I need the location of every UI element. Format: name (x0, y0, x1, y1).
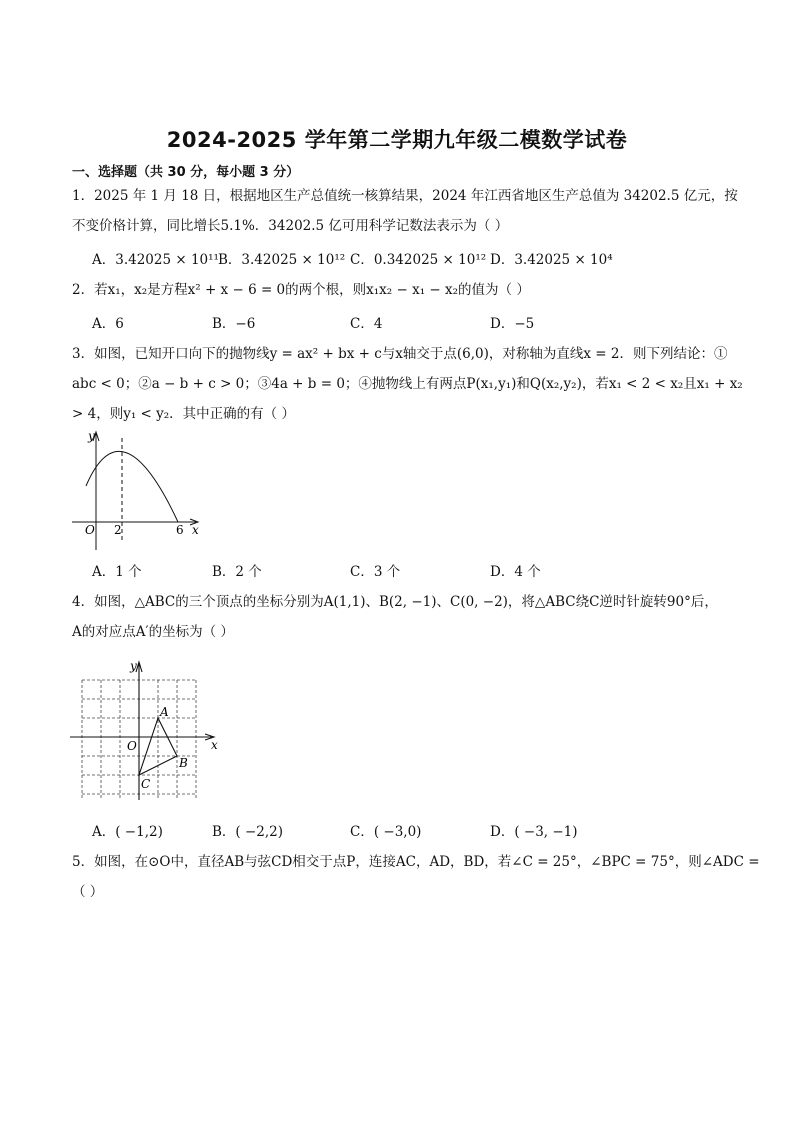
q2-text: 2．若x₁，x₂是方程x² + x − 6 = 0的两个根，则x₁x₂ − x₁ − x₂的值为（ ） (72, 282, 530, 298)
q4-vertex-a: A (160, 705, 169, 719)
q4-text-line1: 4．如图，△ABC的三个顶点的坐标分别为A(1,1)、B(2, −1)、C(0, −2)，将△ABC绕C逆时针旋转90°后， (72, 594, 718, 610)
q4-y-label: y (130, 659, 137, 673)
q5-text-line1: 5．如图，在⊙O中，直径AB与弦CD相交于点P，连接AC，AD，BD，若∠C = 25°，∠BPC = 75°，则∠ADC = (72, 854, 760, 870)
q4-option-c[interactable]: C．( −3,0) (350, 824, 422, 840)
q3-tick-6: 6 (176, 523, 184, 537)
q4-x-label: x (211, 738, 218, 752)
q4-origin-label: O (127, 739, 137, 753)
q3-parabola-figure (70, 428, 210, 556)
q3-x-label: x (192, 523, 199, 537)
q2-option-c[interactable]: C．4 (350, 316, 383, 332)
q1-text-line1: 1．2025 年 1 月 18 日，根据地区生产总值统一核算结果，2024 年江西省地区生产总值为 34202.5 亿元，按 (72, 188, 738, 204)
q4-option-b[interactable]: B．( −2,2) (212, 824, 284, 840)
q1-option-d[interactable]: D．3.42025 × 10⁴ (490, 252, 613, 268)
q2-option-d[interactable]: D．−5 (490, 316, 535, 332)
q3-tick-2: 2 (114, 523, 122, 537)
q1-option-c[interactable]: C．0.342025 × 10¹² (350, 252, 487, 268)
section-heading: 一、选择题（共 30 分，每小题 3 分） (72, 165, 300, 180)
q3-parabola-curve (86, 451, 178, 522)
q4-vertex-c: C (141, 777, 151, 791)
q4-vertex-b: B (179, 756, 188, 770)
q3-y-label: y (88, 429, 95, 443)
q3-text-line3: > 4，则y₁ < y₂．其中正确的有（ ） (72, 406, 295, 422)
q4-text-line2: A的对应点A′的坐标为（ ） (72, 624, 234, 640)
q3-option-c[interactable]: C．3 个 (350, 564, 401, 580)
q3-option-d[interactable]: D．4 个 (490, 564, 541, 580)
exam-title: 2024-2025 学年第二学期九年级二模数学试卷 (166, 128, 628, 152)
q1-text-line2: 不变价格计算，同比增长5.1%．34202.5 亿可用科学记数法表示为（ ） (72, 218, 509, 234)
q4-option-d[interactable]: D．( −3, −1) (490, 824, 578, 840)
q1-option-b[interactable]: B．3.42025 × 10¹² (218, 252, 346, 268)
q4-grid-figure (66, 654, 222, 804)
q3-option-b[interactable]: B．2 个 (212, 564, 262, 580)
q1-option-a[interactable]: A．3.42025 × 10¹¹ (92, 252, 219, 268)
q3-origin-label: O (85, 523, 95, 537)
q3-text-line1: 3．如图，已知开口向下的抛物线y = ax² + bx + c与x轴交于点(6,0)，对称轴为直线x = 2．则下列结论：① (72, 346, 728, 362)
q4-option-a[interactable]: A．( −1,2) (92, 824, 163, 840)
q3-option-a[interactable]: A．1 个 (92, 564, 142, 580)
q2-option-b[interactable]: B．−6 (212, 316, 256, 332)
q3-text-line2: abc < 0；②a − b + c > 0；③4a + b = 0；④抛物线上有两点P(x₁,y₁)和Q(x₂,y₂)，若x₁ < 2 < x₂且x₁ + x₂ (72, 376, 743, 392)
q5-text-line2: （ ） (72, 884, 104, 900)
q2-option-a[interactable]: A．6 (92, 316, 124, 332)
